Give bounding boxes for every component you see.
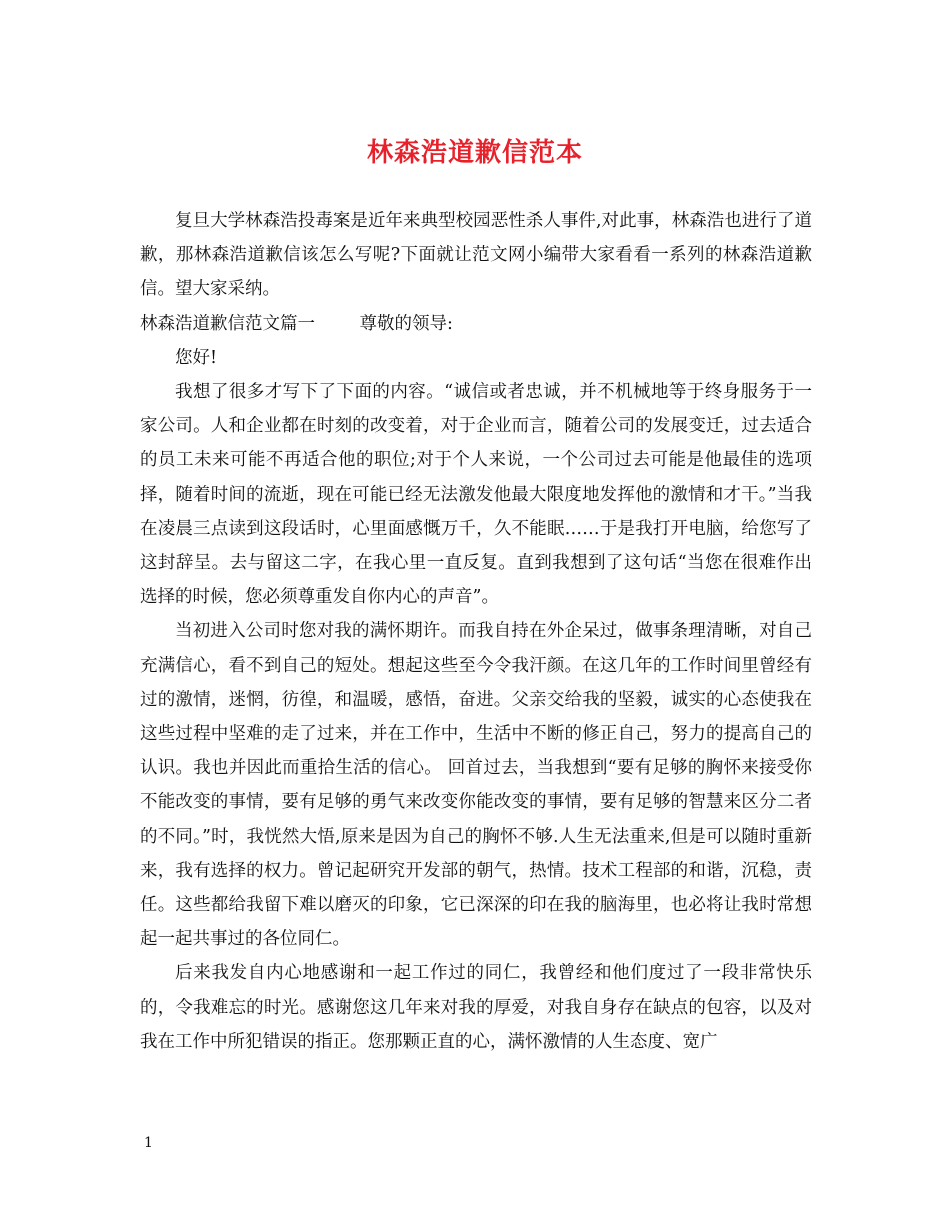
salutation: 尊敬的领导: xyxy=(359,313,453,334)
document-title: 林森浩道歉信范本 xyxy=(366,138,583,168)
document-body xyxy=(140,204,812,1059)
section-heading: 林森浩道歉信范文篇一 xyxy=(140,313,315,334)
intro-paragraph: 复旦大学林森浩投毒案是近年来典型校园恶性杀人事件,对此事，林森浩也进行了道歉，那林森浩道歉信该怎么写呢?下面就让范文网小编带大家看看一系列的林森浩道歉信。望大家采纳。 xyxy=(140,211,812,300)
page-number: 1 xyxy=(144,1135,153,1151)
section-heading-line xyxy=(140,307,812,341)
body-paragraph-3: 后来我发自内心地感谢和一起工作过的同仁，我曾经和他们度过了一段非常快乐的，令我难忘的时光。感谢您这几年来对我的厚爱，对我自身存在缺点的包容，以及对我在工作中所犯错误的指正。您那颗正直的心，满怀激情的人生态度、宽广 xyxy=(140,963,812,1052)
body-paragraph-2: 当初进入公司时您对我的满怀期许。而我自持在外企呆过，做事条理清晰，对自己充满信心，看不到自己的短处。想起这些至今令我汗颜。在这几年的工作时间里曾经有过的激情，迷惘，彷徨，和温暖，感悟，奋进。父亲交给我的坚毅，诚实的心态使我在这些过程中坚难的走了过来，并在工作中，生活中不断的修正自己，努力的提高自己的认识。我也并因此而重拾生活的信心。 回首过去，当我想到“要有足够的胸怀来接受你不能改变的事情，要有足够的勇气来改变你能改变的事情，要有足够的智慧来区分二者的不同。”时，我恍然大悟,原来是因为自己的胸怀不够.人生无法重来,但是可以随时重新来，我有选择的权力。曾记起研究开发部的朝气，热情。技术工程部的和谐，沉稳，责任。这些都给我留下难以磨灭的印象，它已深深的印在我的脑海里，也必将让我时常想起一起共事过的各位同仁。 xyxy=(140,621,812,950)
greeting: 您好! xyxy=(175,347,218,368)
body-paragraph-1: 我想了很多才写下了下面的内容。“诚信或者忠诚，并不机械地等于终身服务于一家公司。人和企业都在时刻的改变着，对于企业而言，随着公司的发展变迁，过去适合的员工未来可能不再适合他的职位;对于个人来说，一个公司过去可能是他最佳的选项择，随着时间的流逝，现在可能已经无法激发他最大限度地发挥他的激情和才干。”当我在凌晨三点读到这段话时，心里面感慨万千，久不能眠……于是我打开电脑，给您写了这封辞呈。去与留这二字，在我心里一直反复。直到我想到了这句话“当您在很难作出选择的时候，您必须尊重发自你内心的声音”。 xyxy=(140,382,812,608)
